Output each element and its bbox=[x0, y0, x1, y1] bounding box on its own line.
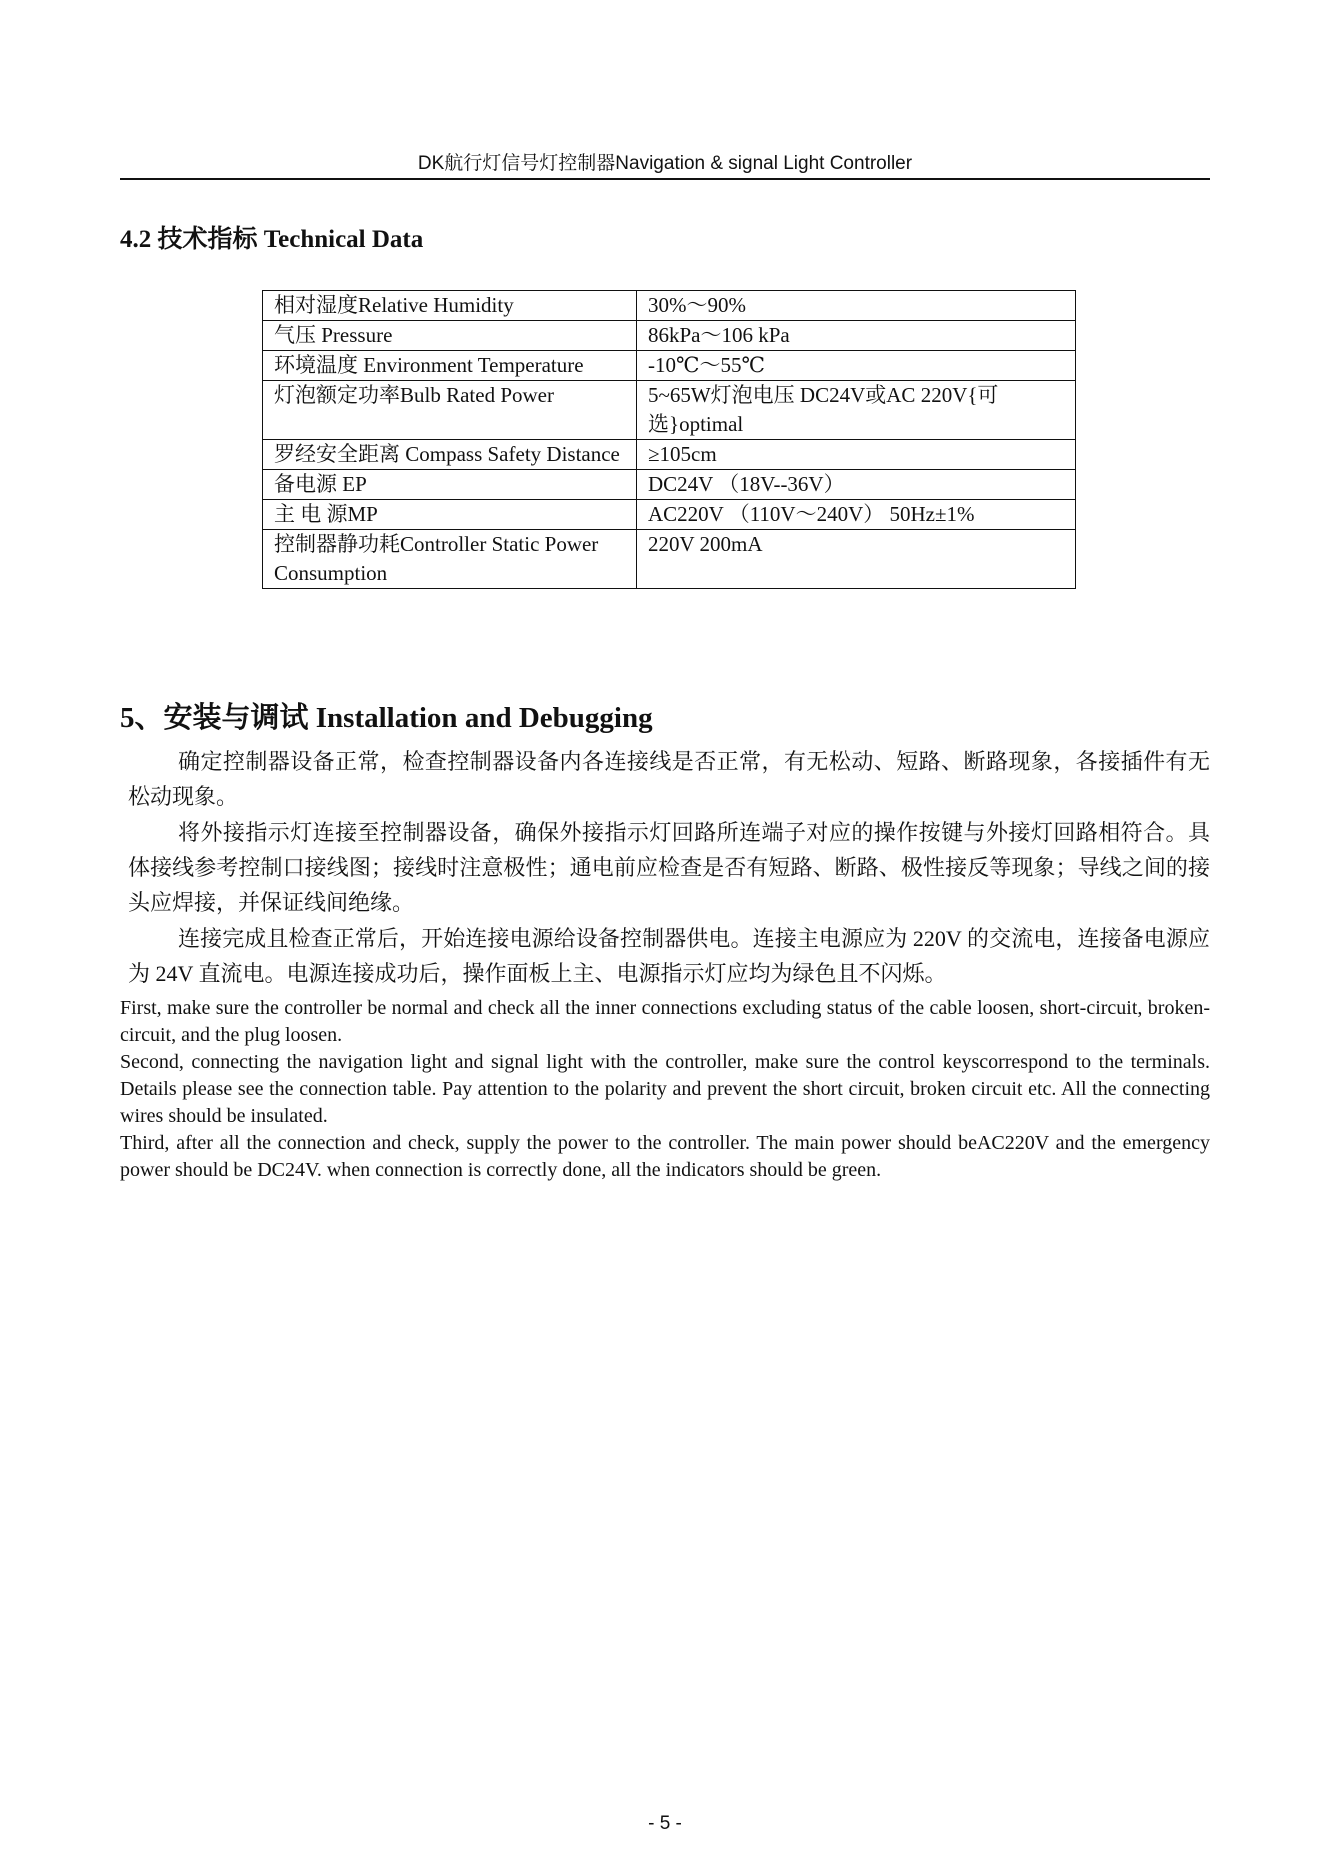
header-divider bbox=[120, 178, 1210, 180]
table-row bbox=[263, 440, 1076, 470]
value-cell: 86kPa～106 kPa bbox=[637, 321, 1076, 351]
value-cell: 5~65W灯泡电压 DC24V或AC 220V{可选}optimal bbox=[637, 381, 1076, 440]
section-4-2-heading: 4.2 技术指标 Technical Data bbox=[120, 226, 424, 253]
table-row bbox=[263, 351, 1076, 381]
cn-paragraph: 将外接指示灯连接至控制器设备，确保外接指示灯回路所连端子对应的操作按键与外接灯回路相符合。具体接线参考控制口接线图；接线时注意极性；通电前应检查是否有短路、断路、极性接反等现象；导线之间的接头应焊接，并保证线间绝缘。 bbox=[128, 820, 1210, 915]
table-row bbox=[263, 530, 1076, 589]
cn-paragraph: 确定控制器设备正常，检查控制器设备内各连接线是否正常，有无松动、短路、断路现象，各接插件有无松动现象。 bbox=[128, 749, 1210, 809]
param-cell: 罗经安全距离 Compass Safety Distance bbox=[263, 440, 637, 470]
technical-data-table bbox=[262, 290, 1076, 589]
value-cell: -10℃～55℃ bbox=[637, 351, 1076, 381]
param-cell: 灯泡额定功率Bulb Rated Power bbox=[263, 381, 637, 440]
en-paragraph: Third, after all the connection and check, supply the power to the controller. The main power should beAC220V and the emergency power should be DC24V. when connection is correctly done, all the indicators should be green. bbox=[120, 1132, 1210, 1181]
en-paragraph: Second, connecting the navigation light and signal light with the controller, make sure the control keyscorrespond to the terminals. Details please see the connection table. Pay attention to the polarity and prevent the short circuit, broken circuit etc. All the connecting wires should be insulated. bbox=[120, 1051, 1210, 1127]
param-cell: 相对湿度Relative Humidity bbox=[263, 291, 637, 321]
table-row bbox=[263, 321, 1076, 351]
en-paragraph: First, make sure the controller be normal and check all the inner connections excluding status of the cable loosen, short-circuit, broken-circuit, and the plug loosen. bbox=[120, 997, 1210, 1046]
page-number: - 5 - bbox=[648, 1813, 682, 1834]
table-row bbox=[263, 470, 1076, 500]
section-5-heading: 5、安装与调试 Installation and Debugging bbox=[120, 702, 653, 734]
table-row bbox=[263, 500, 1076, 530]
value-cell: AC220V （110V～240V） 50Hz±1% bbox=[637, 500, 1076, 530]
page-header: DK航行灯信号灯控制器Navigation & signal Light Controller bbox=[417, 153, 913, 174]
table-row bbox=[263, 381, 1076, 440]
param-cell: 备电源 EP bbox=[263, 470, 637, 500]
value-cell: DC24V （18V--36V） bbox=[637, 470, 1076, 500]
param-cell: 控制器静功耗Controller Static Power Consumption bbox=[263, 530, 637, 589]
table-row bbox=[263, 291, 1076, 321]
cn-paragraph: 连接完成且检查正常后，开始连接电源给设备控制器供电。连接主电源应为 220V 的交流电，连接备电源应为 24V 直流电。电源连接成功后，操作面板上主、电源指示灯应均为绿色且不闪烁。 bbox=[128, 926, 1210, 986]
value-cell: ≥105cm bbox=[637, 440, 1076, 470]
param-cell: 环境温度 Environment Temperature bbox=[263, 351, 637, 381]
value-cell: 30%～90% bbox=[637, 291, 1076, 321]
value-cell: 220V 200mA bbox=[637, 530, 1076, 589]
param-cell: 主 电 源MP bbox=[263, 500, 637, 530]
param-cell: 气压 Pressure bbox=[263, 321, 637, 351]
